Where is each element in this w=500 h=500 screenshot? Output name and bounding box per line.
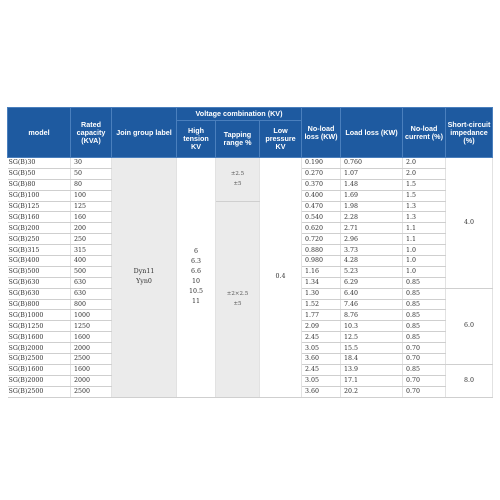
transformer-spec-table bbox=[7, 107, 493, 398]
load-loss-cell: 6.40 bbox=[341, 288, 403, 299]
no-load-current-cell: 1.3 bbox=[403, 201, 446, 212]
capacity-cell: 2500 bbox=[71, 386, 112, 397]
high-tension-cell bbox=[177, 158, 216, 398]
load-loss-cell: 5.23 bbox=[341, 266, 403, 277]
no-load-current-cell: 0.70 bbox=[403, 343, 446, 354]
model-cell: SG(B)2000 bbox=[8, 343, 71, 354]
model-cell: SG(B)1600 bbox=[8, 332, 71, 343]
model-cell: SG(B)630 bbox=[8, 277, 71, 288]
header-no-load-current: No-load current (%) bbox=[403, 108, 446, 158]
header-short-circuit-impedance: Short-circuit impedance (%) bbox=[446, 108, 493, 158]
model-cell: SG(B)2500 bbox=[8, 354, 71, 365]
high-tension-value: 11 bbox=[191, 298, 200, 306]
no-load-current-cell: 0.85 bbox=[403, 299, 446, 310]
capacity-cell: 1600 bbox=[71, 364, 112, 375]
no-load-loss-cell: 3.05 bbox=[302, 343, 341, 354]
model-cell: SG(B)200 bbox=[8, 223, 71, 234]
load-loss-cell: 2.28 bbox=[341, 212, 403, 223]
join-group-line: Yyn0 bbox=[136, 278, 152, 286]
table-body bbox=[8, 158, 493, 398]
no-load-current-cell: 2.0 bbox=[403, 168, 446, 179]
no-load-current-cell: 0.85 bbox=[403, 310, 446, 321]
high-tension-value: 6.6 bbox=[190, 268, 201, 276]
tapping-range-line: ±5 bbox=[233, 181, 242, 188]
capacity-cell: 630 bbox=[71, 277, 112, 288]
model-cell: SG(B)80 bbox=[8, 179, 71, 190]
load-loss-cell: 17.1 bbox=[341, 375, 403, 386]
no-load-loss-cell: 1.30 bbox=[302, 288, 341, 299]
load-loss-cell: 2.71 bbox=[341, 223, 403, 234]
no-load-current-cell: 1.3 bbox=[403, 212, 446, 223]
tapping-range-line: ±2.5 bbox=[230, 171, 245, 178]
load-loss-cell: 20.2 bbox=[341, 386, 403, 397]
capacity-cell: 1000 bbox=[71, 310, 112, 321]
load-loss-cell: 15.5 bbox=[341, 343, 403, 354]
no-load-current-cell: 0.70 bbox=[403, 354, 446, 365]
load-loss-cell: 0.760 bbox=[341, 158, 403, 169]
header-rated-capacity: Rated capacity (KVA) bbox=[71, 108, 112, 158]
tapping-range-cell bbox=[216, 158, 260, 202]
model-cell: SG(B)400 bbox=[8, 256, 71, 267]
no-load-loss-cell: 2.45 bbox=[302, 332, 341, 343]
model-cell: SG(B)50 bbox=[8, 168, 71, 179]
tapping-range-line: ±2×2.5 bbox=[226, 291, 249, 298]
no-load-loss-cell: 0.190 bbox=[302, 158, 341, 169]
no-load-current-cell: 0.70 bbox=[403, 375, 446, 386]
capacity-cell: 1600 bbox=[71, 332, 112, 343]
load-loss-cell: 12.5 bbox=[341, 332, 403, 343]
capacity-cell: 800 bbox=[71, 299, 112, 310]
no-load-loss-cell: 0.720 bbox=[302, 234, 341, 245]
no-load-current-cell: 1.5 bbox=[403, 190, 446, 201]
load-loss-cell: 4.28 bbox=[341, 256, 403, 267]
join-group-line: Dyn11 bbox=[133, 268, 155, 276]
header-high-tension: High tension KV bbox=[177, 121, 216, 158]
no-load-current-cell: 0.85 bbox=[403, 321, 446, 332]
no-load-loss-cell: 0.370 bbox=[302, 179, 341, 190]
no-load-loss-cell: 1.34 bbox=[302, 277, 341, 288]
table-header bbox=[8, 108, 493, 158]
high-tension-value: 10 bbox=[191, 278, 200, 286]
no-load-loss-cell: 0.400 bbox=[302, 190, 341, 201]
capacity-cell: 200 bbox=[71, 223, 112, 234]
tapping-range-cell bbox=[216, 201, 260, 397]
load-loss-cell: 1.07 bbox=[341, 168, 403, 179]
model-cell: SG(B)1000 bbox=[8, 310, 71, 321]
no-load-current-cell: 1.1 bbox=[403, 223, 446, 234]
no-load-loss-cell: 3.60 bbox=[302, 354, 341, 365]
capacity-cell: 630 bbox=[71, 288, 112, 299]
no-load-loss-cell: 0.980 bbox=[302, 256, 341, 267]
capacity-cell: 2000 bbox=[71, 343, 112, 354]
model-cell: SG(B)250 bbox=[8, 234, 71, 245]
impedance-cell: 8.0 bbox=[446, 364, 493, 397]
no-load-loss-cell: 0.270 bbox=[302, 168, 341, 179]
no-load-current-cell: 1.0 bbox=[403, 256, 446, 267]
no-load-current-cell: 1.0 bbox=[403, 266, 446, 277]
header-voltage-combination: Voltage combination (KV) bbox=[177, 108, 302, 121]
high-tension-value: 10.5 bbox=[188, 288, 204, 296]
capacity-cell: 50 bbox=[71, 168, 112, 179]
no-load-current-cell: 0.85 bbox=[403, 364, 446, 375]
no-load-current-cell: 0.70 bbox=[403, 386, 446, 397]
join-group-cell bbox=[112, 158, 177, 398]
table-row bbox=[8, 158, 493, 169]
no-load-current-cell: 1.1 bbox=[403, 234, 446, 245]
no-load-loss-cell: 1.16 bbox=[302, 266, 341, 277]
low-pressure-cell: 0.4 bbox=[260, 158, 302, 398]
no-load-current-cell: 1.0 bbox=[403, 245, 446, 256]
no-load-loss-cell: 0.620 bbox=[302, 223, 341, 234]
no-load-loss-cell: 3.05 bbox=[302, 375, 341, 386]
model-cell: SG(B)100 bbox=[8, 190, 71, 201]
table-row bbox=[8, 201, 493, 212]
capacity-cell: 2500 bbox=[71, 354, 112, 365]
header-join-group-label: Join group label bbox=[112, 108, 177, 158]
model-cell: SG(B)160 bbox=[8, 212, 71, 223]
load-loss-cell: 7.46 bbox=[341, 299, 403, 310]
header-model: model bbox=[8, 108, 71, 158]
impedance-cell: 4.0 bbox=[446, 158, 493, 289]
model-cell: SG(B)315 bbox=[8, 245, 71, 256]
load-loss-cell: 1.48 bbox=[341, 179, 403, 190]
load-loss-cell: 2.96 bbox=[341, 234, 403, 245]
model-cell: SG(B)125 bbox=[8, 201, 71, 212]
load-loss-cell: 13.9 bbox=[341, 364, 403, 375]
capacity-cell: 250 bbox=[71, 234, 112, 245]
high-tension-value: 6.3 bbox=[190, 258, 201, 266]
tapping-range-line: ±5 bbox=[233, 301, 242, 308]
capacity-cell: 500 bbox=[71, 266, 112, 277]
model-cell: SG(B)2500 bbox=[8, 386, 71, 397]
load-loss-cell: 8.76 bbox=[341, 310, 403, 321]
load-loss-cell: 1.98 bbox=[341, 201, 403, 212]
capacity-cell: 2000 bbox=[71, 375, 112, 386]
no-load-current-cell: 0.85 bbox=[403, 277, 446, 288]
model-cell: SG(B)500 bbox=[8, 266, 71, 277]
load-loss-cell: 3.73 bbox=[341, 245, 403, 256]
header-tapping-range: Tapping range % bbox=[216, 121, 260, 158]
model-cell: SG(B)30 bbox=[8, 158, 71, 169]
load-loss-cell: 1.69 bbox=[341, 190, 403, 201]
model-cell: SG(B)630 bbox=[8, 288, 71, 299]
no-load-current-cell: 1.5 bbox=[403, 179, 446, 190]
load-loss-cell: 6.29 bbox=[341, 277, 403, 288]
header-low-pressure: Low pressure KV bbox=[260, 121, 302, 158]
model-cell: SG(B)800 bbox=[8, 299, 71, 310]
no-load-loss-cell: 1.77 bbox=[302, 310, 341, 321]
capacity-cell: 100 bbox=[71, 190, 112, 201]
no-load-current-cell: 0.85 bbox=[403, 332, 446, 343]
capacity-cell: 315 bbox=[71, 245, 112, 256]
capacity-cell: 80 bbox=[71, 179, 112, 190]
high-tension-value: 6 bbox=[193, 248, 198, 256]
load-loss-cell: 18.4 bbox=[341, 354, 403, 365]
no-load-current-cell: 2.0 bbox=[403, 158, 446, 169]
model-cell: SG(B)1600 bbox=[8, 364, 71, 375]
no-load-loss-cell: 0.540 bbox=[302, 212, 341, 223]
no-load-loss-cell: 1.52 bbox=[302, 299, 341, 310]
capacity-cell: 125 bbox=[71, 201, 112, 212]
capacity-cell: 160 bbox=[71, 212, 112, 223]
capacity-cell: 30 bbox=[71, 158, 112, 169]
impedance-cell: 6.0 bbox=[446, 288, 493, 364]
no-load-loss-cell: 2.45 bbox=[302, 364, 341, 375]
capacity-cell: 400 bbox=[71, 256, 112, 267]
no-load-loss-cell: 3.60 bbox=[302, 386, 341, 397]
header-load-loss: Load loss (KW) bbox=[341, 108, 403, 158]
model-cell: SG(B)1250 bbox=[8, 321, 71, 332]
no-load-loss-cell: 2.09 bbox=[302, 321, 341, 332]
capacity-cell: 1250 bbox=[71, 321, 112, 332]
header-no-load-loss: No-load loss (KW) bbox=[302, 108, 341, 158]
model-cell: SG(B)2000 bbox=[8, 375, 71, 386]
no-load-loss-cell: 0.880 bbox=[302, 245, 341, 256]
load-loss-cell: 10.3 bbox=[341, 321, 403, 332]
no-load-current-cell: 0.85 bbox=[403, 288, 446, 299]
no-load-loss-cell: 0.470 bbox=[302, 201, 341, 212]
